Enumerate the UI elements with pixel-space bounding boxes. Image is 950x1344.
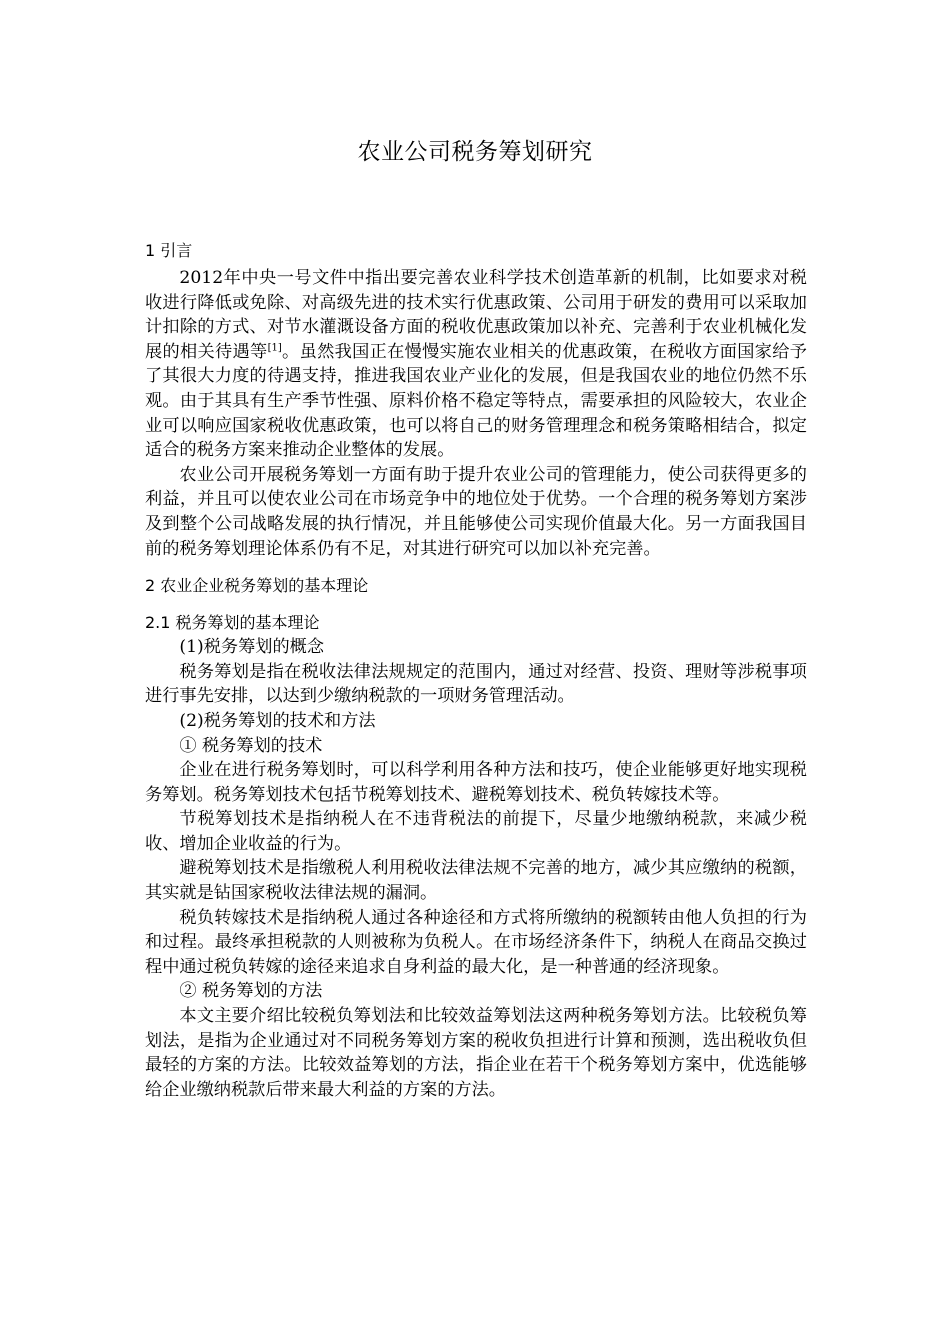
subsection-heading-2-1: 2.1 税务筹划的基本理论 — [145, 613, 320, 633]
tech-paragraph-3: 避税筹划技术是指缴税人利用税收法律法规不完善的地方，减少其应缴纳的税额，其实就是钻国家税收法律法规的漏洞。 — [145, 858, 807, 904]
tech-paragraph-4: 税负转嫁技术是指纳税人通过各种途径和方式将所缴纳的税额转由他人负担的行为和过程。最终承担税款的人则被称为负税人。在市场经济条件下，纳税人在商品交换过程中通过税负转嫁的途径来追求自身利益的最大化，是一种普通的经济现象。 — [145, 907, 807, 977]
tech-paragraph-2: 节税筹划技术是指纳税人在不违背税法的前提下，尽量少地缴纳税款，来减少税收、增加企业收益的行为。 — [145, 809, 807, 854]
paragraph-intro-2: 农业公司开展税务筹划一方面有助于提升农业公司的管理能力，使公司获得更多的利益，并且可以使农业公司在市场竞争中的地位处于优势。一个合理的税务筹划方案涉及到整个公司战略发展的执行情况，并且能够使公司实现价值最大化。另一方面我国目前的税务筹划理论体系仍有不足，对其进行研究可以加以补充完善。 — [145, 464, 807, 559]
paragraph-intro-1 — [145, 266, 807, 463]
tech-paragraph-1: 企业在进行税务筹划时，可以科学利用各种方法和技巧，使企业能够更好地实现税务筹划。税务筹划技术包括节税筹划技术、避税筹划技术、税负转嫁技术等。 — [145, 760, 807, 805]
paragraph-intro-1-rest: 。虽然我国正在慢慢实施农业相关的优惠政策，在税收方面国家给予了其很大力度的待遇支持，推进我国农业产业化的发展，但是我国农业的地位仍然不乐观。由于其具有生产季节性强、原料价格不稳定等特点，需要承担的风险较大，农业企业可以响应国家税收优惠政策，也可以将自己的财务管理理念和税务策略相结合，拟定适合的税务方案来推动企业整体的发展。 — [145, 341, 807, 461]
concept-label: (1)税务筹划的概念 — [179, 637, 325, 658]
paragraph-intro-1-text: 2012年中央一号文件中指出要完善农业科学技术创造革新的机制，比如要求对税收进行降低或免除、对高级先进的技术实行优惠政策、公司用于研发的费用可以采取加计扣除的方式、对节水灌溉设备方面的税收优惠政策加以补充、完善利于农业机械化发展的相关待遇等 — [145, 268, 807, 362]
concept-paragraph: 税务筹划是指在税收法律法规规定的范围内，通过对经营、投资、理财等涉税事项进行事先安排，以达到少缴纳税款的一项财务管理活动。 — [145, 661, 807, 707]
section-heading-theory: 2 农业企业税务筹划的基本理论 — [145, 576, 369, 596]
tech-label: ① 税务筹划的技术 — [179, 735, 323, 756]
method-label: ② 税务筹划的方法 — [179, 981, 323, 1002]
citation-ref: [1] — [267, 342, 282, 354]
tech-method-label: (2)税务筹划的技术和方法 — [179, 710, 376, 731]
document-body — [145, 238, 807, 1102]
method-paragraph-1: 本文主要介绍比较税负筹划法和比较效益筹划法这两种税务筹划方法。比较税负筹划法，是指为企业通过对不同税务筹划方案的税收负担进行计算和预测，选出税收负但最轻的方案的方法。比较效益筹划的方法，指企业在若干个税务筹划方案中，优选能够给企业缴纳税款后带来最大利益的方案的方法。 — [145, 1006, 807, 1100]
document-title: 农业公司税务筹划研究 — [357, 139, 593, 165]
section-heading-introduction: 1 引言 — [145, 241, 193, 260]
